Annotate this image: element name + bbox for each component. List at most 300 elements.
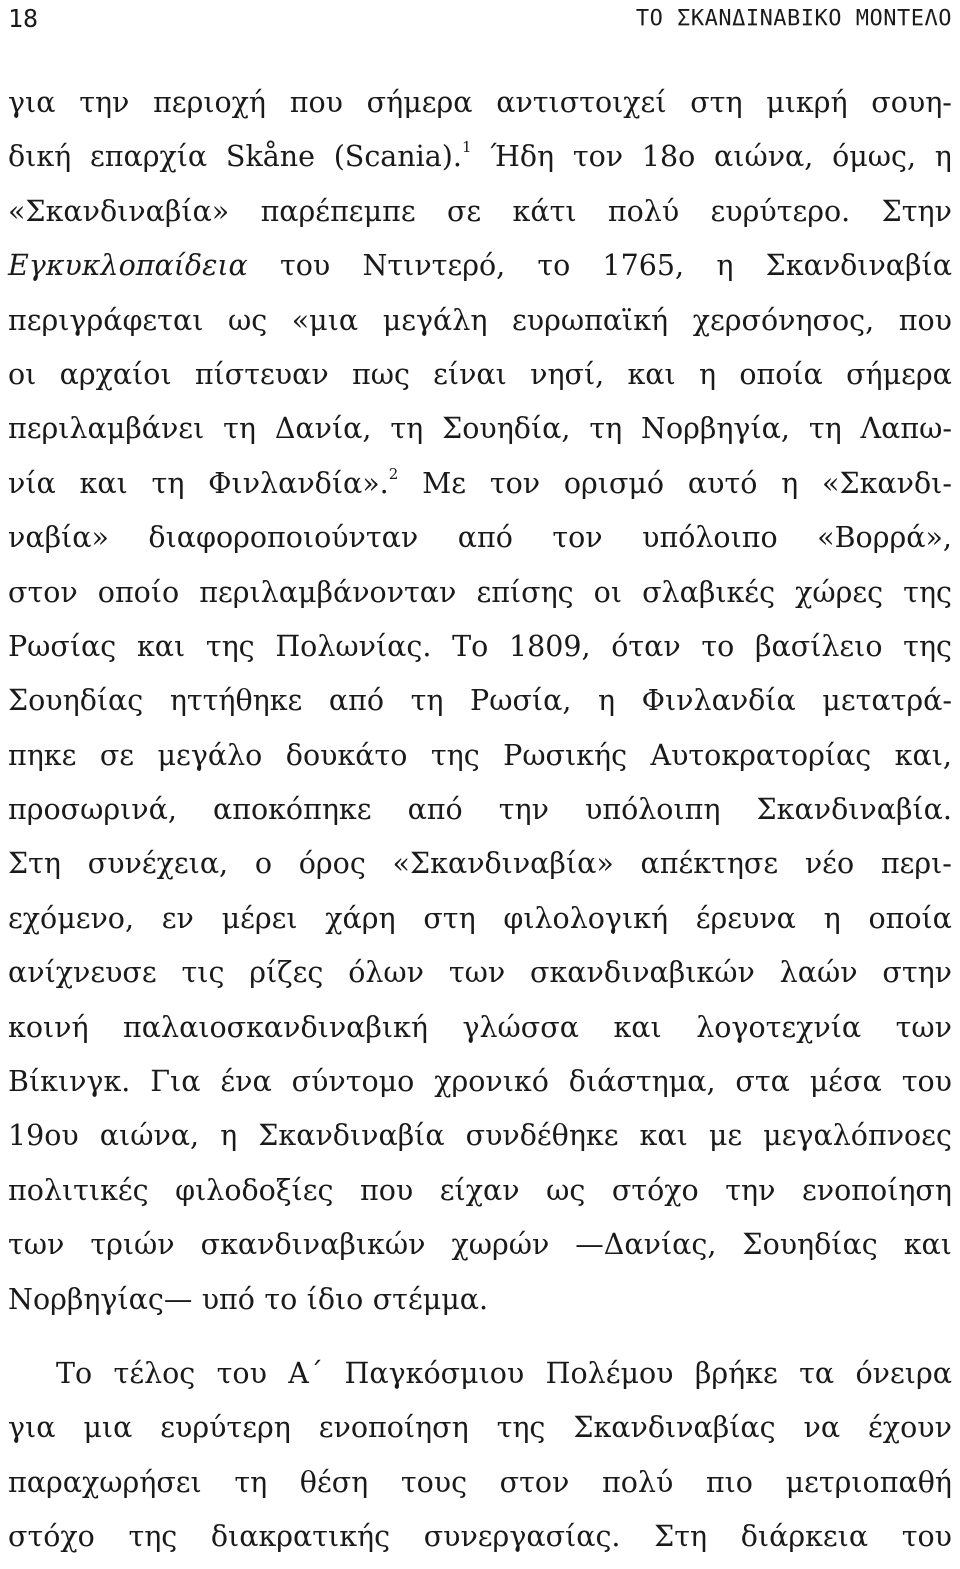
word-text: σουη- (871, 86, 952, 119)
word (292, 1059, 415, 1113)
word-text: της (205, 629, 255, 663)
word (220, 1113, 237, 1167)
word (546, 1168, 585, 1222)
word-text: οποία (868, 901, 952, 935)
word-text: διακρατικής (210, 1520, 391, 1554)
word (903, 624, 952, 678)
word-text: την (79, 86, 130, 119)
word-text: συνεργασίας. (423, 1520, 621, 1554)
word-text: του (280, 249, 331, 283)
word (490, 461, 540, 515)
word-text: όταν (611, 629, 681, 663)
word (716, 243, 733, 297)
word (153, 80, 266, 134)
word (220, 1059, 271, 1113)
word-text: του (901, 1520, 952, 1554)
word (442, 406, 570, 460)
word (696, 1005, 861, 1059)
word (742, 1222, 877, 1276)
word-text: Φινλανδία (641, 684, 796, 718)
word (226, 134, 315, 188)
word-text: Α΄ (288, 1356, 324, 1390)
word-text: όνειρα (855, 1356, 952, 1390)
word (329, 678, 384, 732)
word (882, 950, 952, 1004)
word (299, 841, 366, 895)
word-text: η (698, 357, 717, 391)
word-text: Πολωνίας. (275, 629, 432, 663)
page-number: 18 (8, 4, 39, 33)
word (390, 406, 423, 460)
word (476, 570, 573, 624)
word (612, 1168, 699, 1222)
word (799, 1351, 834, 1405)
word-text: όμως, (832, 140, 917, 174)
word-text: Skåne (225, 140, 315, 174)
word (288, 1351, 323, 1405)
word (280, 243, 330, 297)
word (90, 134, 207, 188)
word-text: η (781, 466, 799, 500)
text-line (8, 243, 952, 297)
word (234, 1460, 267, 1514)
word (195, 352, 329, 406)
word (8, 1113, 79, 1167)
word (564, 461, 664, 515)
word-text: Για (150, 1065, 201, 1099)
word-text: ίδιο (306, 1282, 364, 1316)
text-line (8, 787, 952, 841)
word-text: σύντομο (291, 1065, 415, 1099)
word (8, 733, 76, 787)
word-text: χωρών (451, 1228, 550, 1262)
word-text: Σουηδίας (8, 684, 144, 718)
text-line (8, 1059, 952, 1113)
word (822, 461, 952, 515)
word-text: ρίζες (249, 956, 324, 990)
word (423, 896, 475, 950)
word (8, 80, 55, 134)
word (8, 1059, 130, 1113)
word (585, 787, 720, 841)
word-text: η (220, 1119, 238, 1153)
word (348, 950, 424, 1004)
word-text: λογοτεχνία (696, 1010, 862, 1044)
running-head: ΤΟ ΣΚΑΝΔΙΝΑΒΙΚΟ ΜΟΝΤΕΛΟ (635, 6, 952, 31)
word-text: Σουηδία, (442, 412, 571, 446)
word-text: ενοποίηση (802, 1173, 952, 1207)
word-text: μικρή (766, 86, 848, 119)
word-text: δική (8, 140, 72, 174)
word-text: ευρωπαϊκή (512, 303, 669, 337)
word-text: ενοποίηση (318, 1411, 469, 1445)
word-text: από (457, 521, 513, 555)
word-text: 1809, (508, 629, 591, 663)
word (725, 1168, 775, 1222)
word-text: Ρωσικής (503, 738, 628, 772)
word (701, 624, 734, 678)
text-line (8, 134, 952, 188)
word-text: επαρχία (89, 140, 208, 174)
word-text: γλώσσα (462, 1010, 579, 1044)
word (503, 896, 668, 950)
word (249, 950, 323, 1004)
word (795, 570, 883, 624)
word-text: στη (690, 86, 743, 119)
word-text: τριών (90, 1228, 175, 1262)
word-text: διάστημα, (568, 1065, 716, 1099)
word-text: χώρες (795, 575, 884, 609)
word-text: ως (546, 1173, 586, 1207)
word (735, 1059, 789, 1113)
word (640, 1113, 688, 1167)
word-text: πολύ (602, 1465, 674, 1499)
word (158, 733, 263, 787)
word-text: μετατρά- (822, 684, 952, 718)
word (594, 570, 622, 624)
word (699, 352, 716, 406)
text-line (8, 1351, 952, 1405)
word-text: τη (234, 1465, 268, 1499)
word-text: λαών (779, 956, 858, 990)
word-text: Φινλανδία». (208, 466, 389, 500)
word (98, 570, 179, 624)
word-text: σε (99, 738, 135, 772)
word (8, 134, 71, 188)
word-text: εχόμενο, (8, 901, 135, 935)
word-text: που (360, 1173, 414, 1207)
word (786, 1460, 952, 1514)
word (8, 1405, 55, 1459)
word (362, 243, 505, 297)
word (325, 896, 395, 950)
word (8, 1222, 64, 1276)
word-text: της (128, 1520, 178, 1554)
word (345, 1351, 525, 1405)
word (8, 1277, 192, 1331)
word (150, 1059, 200, 1113)
word (706, 1460, 753, 1514)
word-text: θέση (299, 1465, 369, 1499)
word (440, 1168, 520, 1222)
word-text: της (430, 738, 480, 772)
word-text: πολιτικές (8, 1173, 149, 1207)
word-text: πιο (705, 1465, 753, 1499)
word (222, 896, 298, 950)
word (904, 1222, 952, 1276)
word-text: νέο (804, 847, 855, 881)
word-text: Στη (654, 1520, 708, 1554)
word (711, 189, 851, 243)
word (383, 298, 488, 352)
word (458, 515, 513, 569)
word-text: Σουηδίας (742, 1228, 878, 1262)
word-text: έχουν (868, 1411, 952, 1445)
word (896, 1005, 952, 1059)
text-line (8, 406, 952, 460)
word-text: η (716, 249, 734, 283)
word-text: προσωρινά, (8, 793, 177, 827)
word (573, 1405, 775, 1459)
word (170, 678, 303, 732)
word-text: παλαιοσκανδιναβική (123, 1010, 428, 1044)
word (60, 352, 172, 406)
word (8, 515, 109, 569)
word (182, 950, 225, 1004)
word-text: τα (799, 1356, 835, 1390)
word-text: Παγκόσμιου (344, 1356, 525, 1390)
word-text: και (79, 466, 128, 500)
word (871, 80, 952, 134)
word (258, 1113, 444, 1167)
text-line (8, 1168, 952, 1222)
word (8, 461, 56, 515)
word (360, 1168, 413, 1222)
word (223, 406, 256, 460)
word (810, 1059, 882, 1113)
word (208, 461, 398, 515)
word (433, 352, 507, 406)
word (8, 352, 36, 406)
word (8, 624, 116, 678)
word (882, 189, 952, 243)
word-text: Ήδη (490, 140, 555, 174)
word-text: σήμερα (846, 357, 952, 391)
word (503, 733, 627, 787)
word (100, 733, 134, 787)
word (903, 570, 952, 624)
word-text: διάρκεια (740, 1520, 869, 1554)
word (688, 461, 758, 515)
word-text: αιώνα, (99, 1119, 200, 1153)
word (575, 1222, 716, 1276)
word-text: σε (446, 194, 482, 228)
word (613, 1005, 661, 1059)
word-text: τον (552, 521, 603, 555)
word (83, 1405, 132, 1459)
word-text: Σκανδιναβία (258, 1119, 445, 1153)
word-text: ηττήθηκε (169, 684, 303, 718)
word (530, 950, 755, 1004)
word (608, 189, 679, 243)
word-text: να (803, 1411, 841, 1445)
word (408, 787, 463, 841)
word (411, 678, 444, 732)
word-text: τη (589, 412, 623, 446)
word (8, 298, 203, 352)
word-text: Το (452, 629, 489, 663)
word (8, 896, 134, 950)
word-text: μια (83, 1411, 133, 1445)
word (8, 1005, 89, 1059)
word (832, 134, 916, 188)
word-text: οι (8, 357, 37, 391)
word (228, 298, 267, 352)
word-text: σκανδιναβικών (200, 1228, 426, 1262)
word-text: στόχο (8, 1520, 95, 1554)
word (714, 134, 813, 188)
word (695, 1351, 778, 1405)
word-text: —Δανίας, (575, 1228, 717, 1262)
word-text: τη (151, 466, 185, 500)
word (90, 1222, 174, 1276)
word (213, 787, 372, 841)
word-text: των (895, 1010, 952, 1044)
text-line (8, 570, 952, 624)
word-text: χρονικό (434, 1065, 549, 1099)
word-text: η (823, 901, 841, 935)
word (598, 678, 615, 732)
word-text: μέρει (221, 901, 298, 935)
word (275, 624, 431, 678)
word-text: πίστευαν (194, 357, 329, 391)
word-text: Στην (881, 194, 952, 228)
word-text: αποκόπηκε (212, 793, 372, 827)
word-text: κάτι (512, 194, 577, 228)
word (449, 950, 505, 1004)
word (8, 841, 61, 895)
word-text: τη (410, 684, 444, 718)
word (569, 1059, 716, 1113)
word-text: και, (894, 738, 952, 772)
word-text: νησί, (530, 357, 605, 391)
word (499, 787, 549, 841)
word-text: μεγάλο (157, 738, 263, 772)
word-text: μεγαλόπνοες (763, 1119, 952, 1153)
word (490, 134, 554, 188)
word-text: Πολέμου (545, 1356, 674, 1390)
word-text: περι- (880, 847, 952, 881)
word-text: περιγράφεται (8, 303, 204, 337)
word-text: Δανία, (274, 412, 372, 446)
word (856, 1351, 952, 1405)
word (211, 1514, 390, 1568)
word-text: της (903, 575, 952, 609)
word-text: έρευνα (695, 901, 796, 935)
word-text: Ρωσίας (8, 629, 117, 663)
word-text: φιλοδοξίες (175, 1173, 334, 1207)
text-line (8, 298, 952, 352)
word (307, 1277, 364, 1331)
word (757, 787, 952, 841)
word (202, 1277, 255, 1331)
word (8, 787, 177, 841)
word (255, 841, 272, 895)
word-text: ανίχνευσε (8, 956, 157, 990)
word (114, 1351, 196, 1405)
word-text: από (328, 684, 385, 718)
word (8, 1514, 95, 1568)
word (8, 678, 143, 732)
word (401, 1460, 467, 1514)
word (552, 515, 602, 569)
word-text: «Σκανδιναβία» (392, 847, 614, 881)
word-text: τις (181, 956, 225, 990)
word-text: των (8, 1228, 65, 1262)
word (160, 1405, 291, 1459)
word-text: Βίκινγκ. (8, 1065, 131, 1099)
word-text: και (627, 357, 676, 391)
word (641, 841, 779, 895)
word-text: συνέχεια, (87, 847, 229, 881)
word (137, 624, 185, 678)
word-text: Νορβηγία, (641, 412, 790, 446)
word-text: αιώνα, (714, 140, 814, 174)
word (780, 950, 858, 1004)
word (8, 189, 229, 243)
body-text (8, 80, 952, 1569)
footnote-marker: 1 (461, 138, 472, 157)
word-text: οποίο (97, 575, 180, 609)
word-text: 19ου (8, 1119, 79, 1153)
word-text: «Σκανδι- (822, 466, 952, 500)
word-text: βρήκε (694, 1356, 778, 1390)
word (451, 1222, 549, 1276)
word-text: υπόλοιπο (642, 521, 778, 555)
word (766, 243, 952, 297)
word-text: Ντιντερό, (362, 249, 506, 283)
word-text: του (901, 1065, 952, 1099)
text-line (8, 80, 952, 134)
word (497, 1405, 546, 1459)
word (763, 1113, 952, 1167)
word (602, 1460, 673, 1514)
word-text: πως (351, 357, 410, 391)
word-text: είχαν (439, 1173, 520, 1207)
word-text: της (496, 1411, 546, 1445)
word (817, 515, 952, 569)
word-text: στον (8, 575, 78, 609)
word-text: μέσα (809, 1065, 882, 1099)
word-text: (Scania). (333, 140, 462, 174)
text-line (8, 1277, 952, 1331)
word-text: η (597, 684, 616, 718)
word-text: αντιστοιχεί (496, 86, 667, 119)
word-text: το (537, 249, 571, 283)
word (352, 352, 410, 406)
word-text: βασίλειο (754, 629, 883, 663)
word-text: του (216, 1356, 267, 1390)
word (603, 243, 685, 297)
word-text: που (898, 303, 952, 337)
word (80, 461, 128, 515)
word-text: Λαπω- (860, 412, 952, 446)
word (513, 189, 577, 243)
word-text: αυτό (687, 466, 758, 500)
word (651, 733, 872, 787)
word (868, 896, 951, 950)
word (8, 1460, 202, 1514)
word (56, 1351, 92, 1405)
word-text: για (8, 1411, 56, 1445)
word (286, 733, 408, 787)
word-text: πολύ (607, 194, 680, 228)
text-line (8, 1113, 952, 1167)
word (447, 189, 481, 243)
word (781, 461, 798, 515)
word-text: υπό (201, 1282, 255, 1316)
text-line (8, 189, 952, 243)
word-text: παραχωρήσει (8, 1465, 202, 1499)
word (895, 733, 952, 787)
word (690, 80, 742, 134)
word-text: συνδέθηκε (465, 1119, 619, 1153)
word (627, 352, 675, 406)
word-text: ο (254, 847, 273, 881)
word (809, 406, 842, 460)
word (466, 1113, 619, 1167)
word (422, 461, 466, 515)
